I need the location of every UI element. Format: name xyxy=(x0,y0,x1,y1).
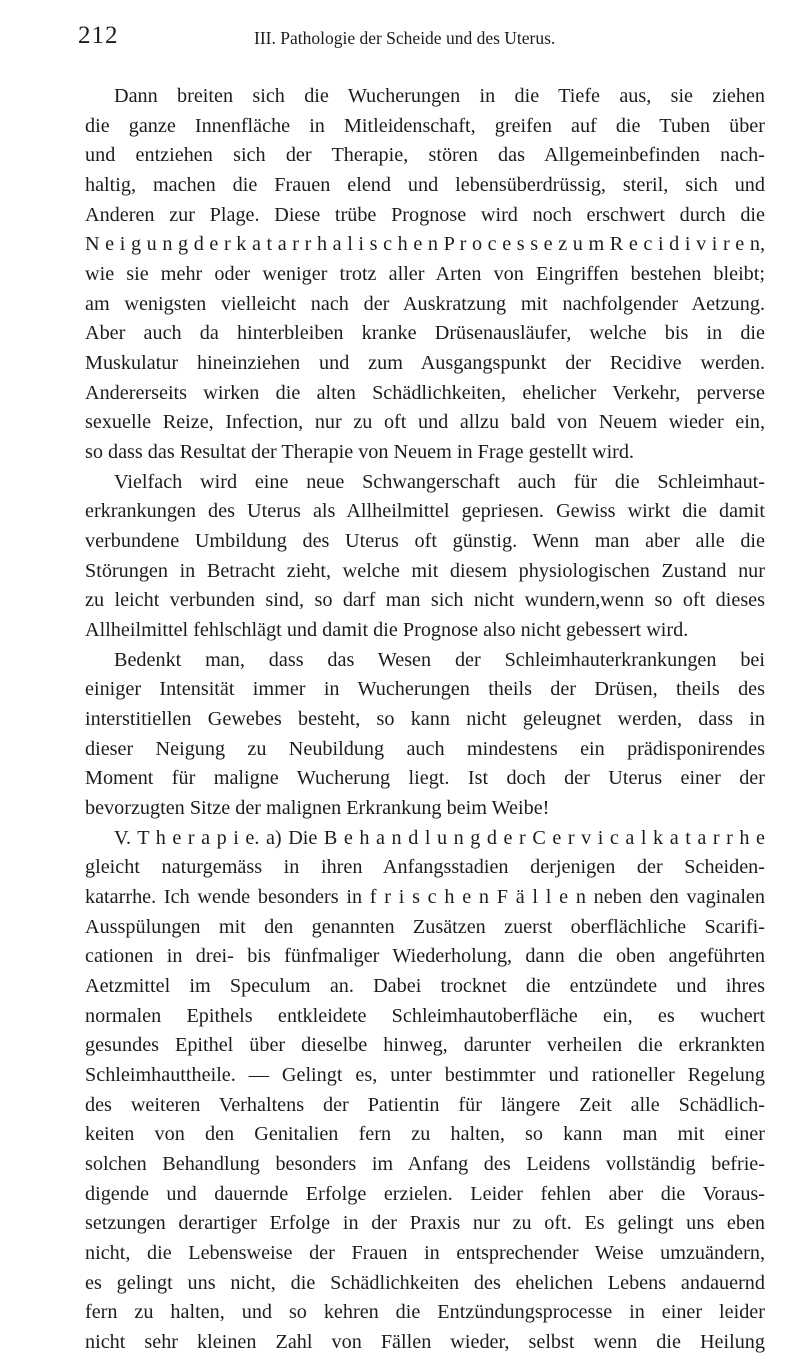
text-line: solchen Behandlung besonders im Anfang des Leidens vollständig befrie- xyxy=(85,1153,765,1176)
text-line: Andererseits wirken die alten Schädlichkeiten, ehelicher Verkehr, perverse xyxy=(85,381,765,404)
text-line: fern zu halten, und so kehren die Entzündungsprocesse in einer leider xyxy=(85,1301,765,1324)
page-header xyxy=(78,22,768,56)
text-line: am wenigsten vielleicht nach der Auskratzung mit nachfolgender Aetzung. xyxy=(85,292,765,315)
text-line: digende und dauernde Erfolge erzielen. Leider fehlen aber die Voraus- xyxy=(85,1182,765,1205)
running-head: III. Pathologie der Scheide und des Uterus. xyxy=(254,28,556,48)
text-line: V. T h e r a p i e. a) Die B e h a n d l u n g d e r C e r v i c a l k a t a r r h e xyxy=(114,826,765,849)
text-line: interstitiellen Gewebes besteht, so kann nicht geleugnet werden, dass in xyxy=(85,708,765,731)
text-line: Vielfach wird eine neue Schwangerschaft auch für die Schleimhaut- xyxy=(114,470,765,493)
text-line: N e i g u n g d e r k a t a r r h a l i s c h e n P r o c e s s e z u m R e c i d i v i r e n, xyxy=(85,233,765,256)
text-line: Aber auch da hinterbleiben kranke Drüsenausläufer, welche bis in die xyxy=(85,322,765,345)
text-line: bevorzugten Sitze der malignen Erkrankung beim Weibe! xyxy=(85,797,550,820)
text-line: katarrhe. Ich wende besonders in f r i s c h e n F ä l l e n neben den vaginalen xyxy=(85,886,765,909)
text-line: Anderen zur Plage. Diese trübe Prognose wird noch erschwert durch die xyxy=(85,203,765,226)
text-line: Moment für maligne Wucherung liegt. Ist doch der Uterus einer der xyxy=(85,767,765,790)
text-line: nicht sehr kleinen Zahl von Fällen wieder, selbst wenn die Heilung xyxy=(85,1331,765,1354)
text-line: die ganze Innenfläche in Mitleidenschaft, greifen auf die Tuben über xyxy=(85,114,765,137)
page-number: 212 xyxy=(78,22,119,49)
text-line: gleicht naturgemäss in ihren Anfangsstadien derjenigen der Scheiden- xyxy=(85,856,765,879)
text-line: keiten von den Genitalien fern zu halten, so kann man mit einer xyxy=(85,1123,765,1146)
text-line: Aetzmittel im Speculum an. Dabei trocknet die entzündete und ihres xyxy=(85,975,765,998)
text-line: setzungen derartiger Erfolge in der Praxis nur zu oft. Es gelingt uns eben xyxy=(85,1212,765,1235)
text-line: und entziehen sich der Therapie, stören das Allgemeinbefinden nach- xyxy=(85,144,765,167)
text-line: Störungen in Betracht zieht, welche mit diesem physiologischen Zustand nur xyxy=(85,559,765,582)
text-line: des weiteren Verhaltens der Patientin für längere Zeit alle Schädlich- xyxy=(85,1093,765,1116)
text-line: einiger Intensität immer in Wucherungen theils der Drüsen, theils des xyxy=(85,678,765,701)
text-line: haltig, machen die Frauen elend und lebensüberdrüssig, steril, sich und xyxy=(85,174,765,196)
text-line: Allheilmittel fehlschlägt und damit die Prognose also nicht gebessert wird. xyxy=(85,619,689,642)
text-line: Dann breiten sich die Wucherungen in die Tiefe aus, sie ziehen xyxy=(114,85,765,107)
text-line: Muskulatur hineinziehen und zum Ausgangspunkt der Recidive werden. xyxy=(85,352,765,375)
text-line: Bedenkt man, dass das Wesen der Schleimhauterkrankungen bei xyxy=(114,648,765,671)
text-line: gesundes Epithel über dieselbe hinweg, darunter verheilen die erkrankten xyxy=(85,1034,765,1057)
text-line: normalen Epithels entkleidete Schleimhautoberfläche ein, es wuchert xyxy=(85,1004,765,1027)
text-line: Schleimhauttheile. — Gelingt es, unter bestimmter und rationeller Regelung xyxy=(85,1064,765,1087)
text-line: verbundene Umbildung des Uterus oft günstig. Wenn man aber alle die xyxy=(85,530,765,553)
text-line: es gelingt uns nicht, die Schädlichkeiten des ehelichen Lebens andauernd xyxy=(85,1271,765,1294)
text-line: wie sie mehr oder weniger trotz aller Arten von Eingriffen bestehen bleibt; xyxy=(85,263,765,286)
text-line: nicht, die Lebensweise der Frauen in entsprechender Weise umzuändern, xyxy=(85,1242,765,1265)
text-line: erkrankungen des Uterus als Allheilmittel gepriesen. Gewiss wirkt die damit xyxy=(85,500,765,523)
text-line: cationen in drei- bis fünfmaliger Wiederholung, dann die oben angeführten xyxy=(85,945,765,968)
text-line: dieser Neigung zu Neubildung auch mindestens ein prädisponirendes xyxy=(85,737,765,760)
text-line: sexuelle Reize, Infection, nur zu oft und allzu bald von Neuem wieder ein, xyxy=(85,411,765,434)
text-line: zu leicht verbunden sind, so darf man sich nicht wundern,wenn so oft dieses xyxy=(85,589,765,612)
text-line: so dass das Resultat der Therapie von Neuem in Frage gestellt wird. xyxy=(85,441,635,464)
text-line: Ausspülungen mit den genannten Zusätzen zuerst oberflächliche Scarifi- xyxy=(85,915,765,938)
